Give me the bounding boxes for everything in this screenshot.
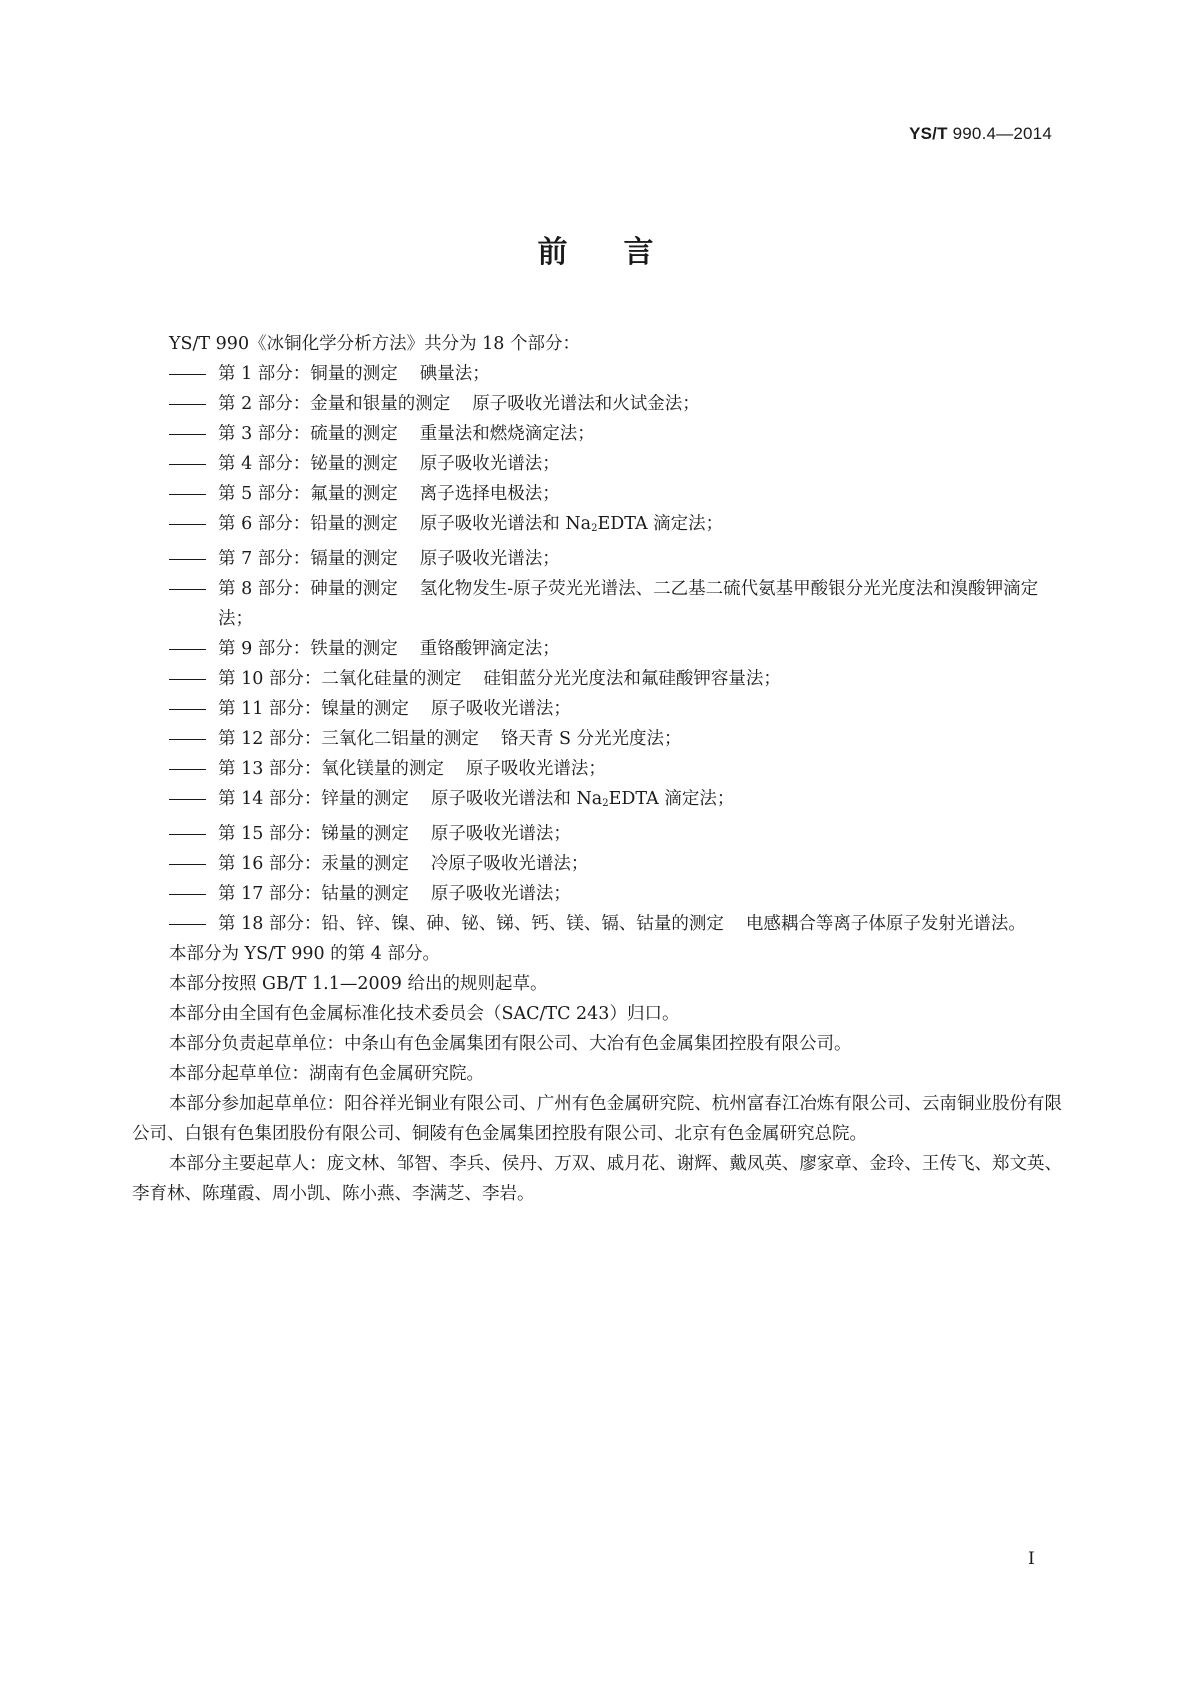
list-item	[132, 479, 1062, 509]
part-label: 第 13 部分：氧化镁量的测定	[218, 759, 444, 779]
part-label: 第 11 部分：镍量的测定	[218, 699, 409, 719]
list-item	[132, 694, 1062, 724]
list-item	[132, 544, 1062, 574]
part-label: 第 17 部分：钴量的测定	[218, 884, 409, 904]
list-item	[132, 784, 1062, 819]
part-label: 第 6 部分：铅量的测定	[218, 514, 398, 534]
part-method: 重量法和燃烧滴定法；	[419, 424, 595, 444]
part-label: 第 4 部分：铋量的测定	[218, 454, 398, 474]
list-item	[132, 909, 1062, 939]
list-item	[132, 509, 1062, 544]
dash-mark	[169, 649, 206, 650]
dash-mark	[169, 894, 206, 895]
part-method: 原子吸收光谱法；	[419, 454, 560, 474]
part-method: 重铬酸钾滴定法；	[419, 639, 560, 659]
committee-paragraph: 本部分由全国有色金属标准化技术委员会（SAC/TC 243）归口。	[169, 1004, 680, 1024]
dash-mark	[169, 864, 206, 865]
part-method: 离子选择电极法；	[419, 484, 560, 504]
list-item	[132, 389, 1062, 419]
part-method: 原子吸收光谱法和 $Na_2EDTA$ 滴定法；	[430, 789, 735, 809]
list-item	[132, 754, 1062, 784]
part-label: 第 15 部分：锑量的测定	[218, 824, 409, 844]
list-item	[132, 634, 1062, 664]
part-method: 原子吸收光谱法；	[430, 824, 571, 844]
part-label: 第 12 部分：三氧化二铝量的测定	[218, 729, 479, 749]
dash-mark	[169, 464, 206, 465]
list-item	[132, 879, 1062, 909]
list-item	[132, 449, 1062, 479]
participating-units-paragraph: 本部分参加起草单位：阳谷祥光铜业有限公司、广州有色金属研究院、杭州富春江冶炼有限公司、云南铜业股份有限公司、白银有色集团股份有限公司、铜陵有色金属集团控股有限公司、北京有色金属研究总院。	[132, 1094, 1062, 1144]
part-label: 第 5 部分：氟量的测定	[218, 484, 398, 504]
part-label: 第 10 部分：二氧化硅量的测定	[218, 669, 462, 689]
dash-mark	[169, 834, 206, 835]
drafting-rules-paragraph: 本部分按照 GB/T 1.1—2009 给出的规则起草。	[169, 974, 548, 994]
part-label: 第 7 部分：镉量的测定	[218, 549, 398, 569]
list-item	[132, 359, 1062, 389]
dash-mark	[169, 524, 206, 525]
part-method: 氢化物发生-原子荧光光谱法、二乙基二硫代氨基甲酸银分光光度法和溴酸钾滴定法；	[218, 579, 1039, 629]
part-label: 第 1 部分：铜量的测定	[218, 364, 398, 384]
part-method: 原子吸收光谱法；	[419, 549, 560, 569]
standard-code	[909, 124, 1052, 144]
part-label: 第 14 部分：锌量的测定	[218, 789, 409, 809]
part-method: 原子吸收光谱法和 $Na_2EDTA$ 滴定法；	[419, 514, 724, 534]
part-label: 第 16 部分：汞量的测定	[218, 854, 409, 874]
dash-mark	[169, 559, 206, 560]
dash-mark	[169, 434, 206, 435]
list-item	[132, 849, 1062, 879]
list-item	[132, 819, 1062, 849]
part-label: 第 3 部分：硫量的测定	[218, 424, 398, 444]
part-method: 电感耦合等离子体原子发射光谱法。	[745, 914, 1026, 934]
part-method: 铬天青 S 分光光度法；	[500, 729, 682, 749]
foreword-body	[132, 329, 1062, 1209]
standard-number: 990.4—2014	[952, 124, 1052, 143]
main-drafters-paragraph: 本部分主要起草人：庞文林、邹智、李兵、侯丹、万双、戚月花、谢辉、戴凤英、廖家章、金玲、王传飞、郑文英、李育林、陈瑾霞、周小凯、陈小燕、李满芝、李岩。	[132, 1154, 1062, 1204]
responsible-units-paragraph: 本部分负责起草单位：中条山有色金属集团有限公司、大冶有色金属集团控股有限公司。	[169, 1034, 852, 1054]
dash-mark	[169, 739, 206, 740]
part-method: 硅钼蓝分光光度法和氟硅酸钾容量法；	[483, 669, 781, 689]
dash-mark	[169, 799, 206, 800]
part-number-paragraph: 本部分为 YS/T 990 的第 4 部分。	[169, 944, 440, 964]
dash-mark	[169, 679, 206, 680]
dash-mark	[169, 589, 206, 590]
part-label: 第 2 部分：金量和银量的测定	[218, 394, 451, 414]
dash-mark	[169, 709, 206, 710]
part-method: 原子吸收光谱法和火试金法；	[472, 394, 700, 414]
part-label: 第 9 部分：铁量的测定	[218, 639, 398, 659]
part-method: 碘量法；	[419, 364, 490, 384]
dash-mark	[169, 494, 206, 495]
page-title: 前言	[537, 235, 710, 270]
part-label: 第 8 部分：砷量的测定	[218, 579, 398, 599]
dash-mark	[169, 769, 206, 770]
part-method: 原子吸收光谱法；	[430, 699, 571, 719]
list-item	[132, 664, 1062, 694]
page-number: I	[1028, 1549, 1035, 1569]
parts-list	[132, 359, 1062, 939]
dash-mark	[169, 404, 206, 405]
list-item	[132, 724, 1062, 754]
drafting-unit-paragraph: 本部分起草单位：湖南有色金属研究院。	[169, 1064, 484, 1084]
dash-mark	[169, 924, 206, 925]
list-item	[132, 419, 1062, 449]
part-method: 原子吸收光谱法；	[430, 884, 571, 904]
dash-mark	[169, 374, 206, 375]
part-label: 第 18 部分：铅、锌、镍、砷、铋、锑、钙、镁、镉、钴量的测定	[218, 914, 724, 934]
part-method: 冷原子吸收光谱法；	[430, 854, 589, 874]
standard-prefix: YS/T	[909, 124, 948, 143]
list-item	[132, 574, 1062, 634]
part-method: 原子吸收光谱法；	[465, 759, 606, 779]
intro-paragraph: YS/T 990《冰铜化学分析方法》共分为 18 个部分：	[169, 334, 580, 354]
